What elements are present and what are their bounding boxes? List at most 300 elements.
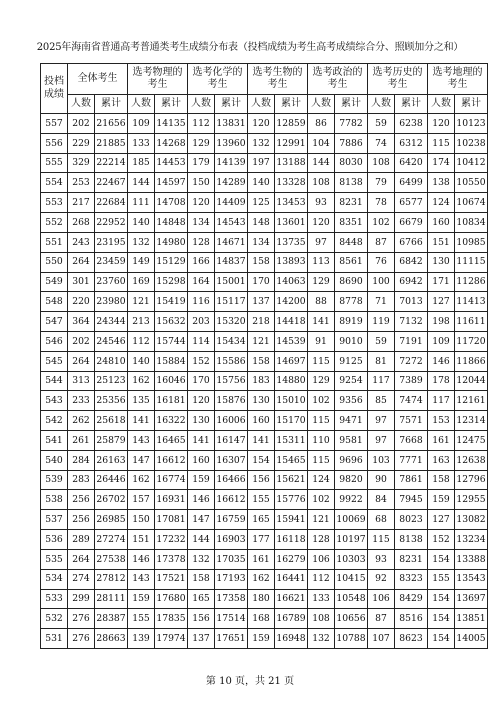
subheader-count: 人数 [128,95,155,114]
count-cell: 264 [68,252,95,272]
score-cell: 550 [41,252,68,272]
cumulative-cell: 25356 [95,391,128,411]
score-cell: 553 [41,193,68,213]
cumulative-cell: 13453 [275,193,308,213]
count-cell: 111 [128,193,155,213]
cumulative-cell: 14409 [215,193,248,213]
count-cell: 158 [248,351,275,371]
cumulative-cell: 8138 [335,173,368,193]
group-header-all: 全体考生 [68,64,128,95]
cumulative-cell: 7945 [395,490,428,510]
cumulative-cell: 14139 [215,153,248,173]
count-cell: 217 [68,193,95,213]
cumulative-cell: 7474 [395,391,428,411]
cumulative-cell: 15776 [275,490,308,510]
cumulative-cell: 14135 [155,114,188,134]
count-cell: 154 [428,609,455,629]
count-cell: 284 [68,450,95,470]
cumulative-cell: 12314 [455,411,488,431]
count-cell: 88 [308,292,335,312]
group-header-politics: 选考政治的考生 [308,64,368,95]
table-row [41,530,488,550]
cumulative-cell: 10069 [335,510,368,530]
count-cell: 243 [68,232,95,252]
group-header-physics: 选考物理的考生 [128,64,188,95]
count-cell: 92 [368,569,395,589]
count-cell: 158 [188,569,215,589]
count-cell: 163 [428,450,455,470]
count-cell: 108 [368,153,395,173]
cumulative-cell: 14200 [275,292,308,312]
count-cell: 112 [128,331,155,351]
cumulative-cell: 16181 [155,391,188,411]
cumulative-cell: 9125 [335,351,368,371]
count-cell: 165 [188,589,215,609]
cumulative-cell: 7861 [395,470,428,490]
cumulative-cell: 14453 [155,153,188,173]
cumulative-cell: 13831 [215,114,248,134]
cumulative-cell: 12044 [455,371,488,391]
subheader-count: 人数 [308,95,335,114]
count-cell: 138 [428,173,455,193]
cumulative-cell: 8448 [335,232,368,252]
count-cell: 220 [68,292,95,312]
count-cell: 150 [128,510,155,530]
cumulative-cell: 27812 [95,569,128,589]
count-cell: 74 [368,133,395,153]
count-cell: 103 [368,450,395,470]
cumulative-cell: 14418 [275,312,308,332]
cumulative-cell: 26163 [95,450,128,470]
count-cell: 155 [428,569,455,589]
count-cell: 91 [308,331,335,351]
cumulative-cell: 9356 [335,391,368,411]
cumulative-cell: 16147 [215,431,248,451]
cumulative-cell: 10674 [455,193,488,213]
score-column-header: 投档成绩 [41,64,68,114]
count-cell: 137 [188,629,215,649]
cumulative-cell: 13893 [275,252,308,272]
table-row [41,589,488,609]
count-cell: 180 [248,589,275,609]
cumulative-cell: 15621 [275,470,308,490]
cumulative-cell: 15311 [275,431,308,451]
cumulative-cell: 16948 [275,629,308,649]
cumulative-cell: 16466 [215,470,248,490]
count-cell: 140 [128,351,155,371]
cumulative-cell: 11720 [455,331,488,351]
count-cell: 149 [128,252,155,272]
cumulative-cell: 23980 [95,292,128,312]
count-cell: 148 [248,213,275,233]
subheader-cumulative: 累计 [275,95,308,114]
cumulative-cell: 15001 [215,272,248,292]
cumulative-cell: 16006 [215,411,248,431]
count-cell: 130 [428,252,455,272]
cumulative-cell: 7886 [335,133,368,153]
score-cell: 557 [41,114,68,134]
cumulative-cell: 10123 [455,114,488,134]
cumulative-cell: 13388 [455,549,488,569]
count-cell: 198 [428,312,455,332]
cumulative-cell: 9696 [335,450,368,470]
score-cell: 541 [41,431,68,451]
count-cell: 106 [308,549,335,569]
table-row [41,153,488,173]
cumulative-cell: 6766 [395,232,428,252]
cumulative-cell: 7389 [395,371,428,391]
cumulative-cell: 6312 [395,133,428,153]
score-cell: 544 [41,371,68,391]
cumulative-cell: 14880 [275,371,308,391]
cumulative-cell: 17035 [215,549,248,569]
page-title: 2025年海南省普通高考普通类考生成绩分布表（投档成绩为考生高考成绩综合分、照顾加分之和） [36,42,464,53]
count-cell: 168 [248,609,275,629]
count-cell: 127 [428,292,455,312]
cumulative-cell: 13188 [275,153,308,173]
count-cell: 162 [128,470,155,490]
score-cell: 537 [41,510,68,530]
count-cell: 124 [428,193,455,213]
count-cell: 154 [428,549,455,569]
count-cell: 107 [368,629,395,649]
cumulative-cell: 23459 [95,252,128,272]
cumulative-cell: 10834 [455,213,488,233]
count-cell: 229 [68,133,95,153]
table-row [41,391,488,411]
count-cell: 152 [428,530,455,550]
count-cell: 233 [68,391,95,411]
cumulative-cell: 21885 [95,133,128,153]
group-header-geography: 选考地理的考生 [428,64,488,95]
count-cell: 106 [368,589,395,609]
subheader-cumulative: 累计 [95,95,128,114]
cumulative-cell: 10548 [335,589,368,609]
table-row [41,569,488,589]
cumulative-cell: 14708 [155,193,188,213]
cumulative-cell: 26702 [95,490,128,510]
count-cell: 152 [188,351,215,371]
cumulative-cell: 16774 [155,470,188,490]
count-cell: 283 [68,470,95,490]
cumulative-cell: 26985 [95,510,128,530]
cumulative-cell: 22684 [95,193,128,213]
count-cell: 86 [308,114,335,134]
count-cell: 97 [308,232,335,252]
table-row [41,213,488,233]
count-cell: 132 [248,133,275,153]
table-row [41,609,488,629]
cumulative-cell: 17081 [155,510,188,530]
cumulative-cell: 9922 [335,490,368,510]
count-cell: 143 [128,569,155,589]
subheader-cumulative: 累计 [335,95,368,114]
count-cell: 274 [68,569,95,589]
cumulative-cell: 16279 [275,549,308,569]
group-header-chemistry: 选考化学的考生 [188,64,248,95]
count-cell: 289 [68,530,95,550]
cumulative-cell: 17378 [155,549,188,569]
cumulative-cell: 12991 [275,133,308,153]
count-cell: 154 [428,629,455,649]
cumulative-cell: 14063 [275,272,308,292]
cumulative-cell: 16118 [275,530,308,550]
count-cell: 256 [68,490,95,510]
count-cell: 166 [188,252,215,272]
count-cell: 119 [368,312,395,332]
score-cell: 542 [41,411,68,431]
cumulative-cell: 8778 [335,292,368,312]
count-cell: 140 [128,213,155,233]
cumulative-cell: 6942 [395,272,428,292]
count-cell: 71 [368,292,395,312]
score-cell: 555 [41,153,68,173]
cumulative-cell: 8030 [335,153,368,173]
count-cell: 153 [428,411,455,431]
count-cell: 157 [128,490,155,510]
cumulative-cell: 15632 [155,312,188,332]
table-row [41,431,488,451]
score-cell: 538 [41,490,68,510]
count-cell: 132 [308,629,335,649]
cumulative-cell: 27274 [95,530,128,550]
count-cell: 120 [428,114,455,134]
cumulative-cell: 14268 [155,133,188,153]
subheader-count: 人数 [68,95,95,114]
score-cell: 551 [41,232,68,252]
count-cell: 137 [248,292,275,312]
table-row [41,232,488,252]
cumulative-cell: 14543 [215,213,248,233]
count-cell: 170 [188,371,215,391]
table-row [41,411,488,431]
count-cell: 165 [248,510,275,530]
table-row [41,351,488,371]
count-cell: 97 [368,431,395,451]
score-cell: 556 [41,133,68,153]
cumulative-cell: 8231 [395,549,428,569]
cumulative-cell: 11115 [455,252,488,272]
cumulative-cell: 7013 [395,292,428,312]
count-cell: 150 [188,173,215,193]
cumulative-cell: 8023 [395,510,428,530]
cumulative-cell: 25618 [95,411,128,431]
count-cell: 139 [128,629,155,649]
score-cell: 552 [41,213,68,233]
count-cell: 121 [248,331,275,351]
count-cell: 171 [428,272,455,292]
count-cell: 112 [188,114,215,134]
cumulative-cell: 8323 [395,569,428,589]
count-cell: 112 [308,569,335,589]
cumulative-cell: 10550 [455,173,488,193]
count-cell: 76 [368,252,395,272]
cumulative-cell: 12161 [455,391,488,411]
count-cell: 160 [248,411,275,431]
score-distribution-table [40,63,488,649]
cumulative-cell: 28111 [95,589,128,609]
cumulative-cell: 23195 [95,232,128,252]
count-cell: 159 [128,589,155,609]
table-row [41,133,488,153]
count-cell: 146 [188,490,215,510]
count-cell: 121 [128,292,155,312]
count-cell: 147 [128,450,155,470]
subheader-cumulative: 累计 [155,95,188,114]
cumulative-cell: 15117 [215,292,248,312]
count-cell: 141 [128,411,155,431]
score-cell: 549 [41,272,68,292]
count-cell: 264 [68,549,95,569]
count-cell: 261 [68,431,95,451]
cumulative-cell: 16441 [275,569,308,589]
table-row [41,629,488,649]
count-cell: 164 [188,272,215,292]
table-row [41,371,488,391]
cumulative-cell: 16903 [215,530,248,550]
cumulative-cell: 11611 [455,312,488,332]
cumulative-cell: 16465 [155,431,188,451]
subheader-cumulative: 累计 [395,95,428,114]
cumulative-cell: 12859 [275,114,308,134]
count-cell: 115 [368,530,395,550]
table-row [41,510,488,530]
cumulative-cell: 22952 [95,213,128,233]
table-row [41,450,488,470]
cumulative-cell: 9820 [335,470,368,490]
count-cell: 93 [308,193,335,213]
count-cell: 132 [188,549,215,569]
cumulative-cell: 16307 [215,450,248,470]
cumulative-cell: 16612 [155,450,188,470]
subheader-cumulative: 累计 [455,95,488,114]
count-cell: 155 [128,609,155,629]
count-cell: 169 [128,272,155,292]
cumulative-cell: 6842 [395,252,428,272]
cumulative-cell: 14697 [275,351,308,371]
count-cell: 79 [368,173,395,193]
cumulative-cell: 9010 [335,331,368,351]
count-cell: 125 [248,193,275,213]
count-cell: 262 [68,411,95,431]
count-cell: 158 [428,470,455,490]
count-cell: 93 [368,549,395,569]
cumulative-cell: 15170 [275,411,308,431]
count-cell: 120 [188,391,215,411]
count-cell: 154 [428,589,455,609]
count-cell: 329 [68,153,95,173]
count-cell: 134 [188,213,215,233]
cumulative-cell: 17358 [215,589,248,609]
count-cell: 102 [308,490,335,510]
cumulative-cell: 26446 [95,470,128,490]
cumulative-cell: 8351 [335,213,368,233]
count-cell: 155 [248,490,275,510]
cumulative-cell: 10412 [455,153,488,173]
cumulative-cell: 22467 [95,173,128,193]
score-cell: 535 [41,549,68,569]
score-cell: 546 [41,331,68,351]
count-cell: 116 [188,292,215,312]
count-cell: 160 [188,450,215,470]
cumulative-cell: 17835 [155,609,188,629]
cumulative-cell: 28387 [95,609,128,629]
cumulative-cell: 13601 [275,213,308,233]
subheader-count: 人数 [368,95,395,114]
cumulative-cell: 7132 [395,312,428,332]
subheader-count: 人数 [188,95,215,114]
count-cell: 134 [248,232,275,252]
count-cell: 213 [128,312,155,332]
count-cell: 132 [128,232,155,252]
count-cell: 133 [308,589,335,609]
count-cell: 364 [68,312,95,332]
cumulative-cell: 14837 [215,252,248,272]
table-row [41,252,488,272]
count-cell: 129 [308,272,335,292]
cumulative-cell: 10985 [455,232,488,252]
score-cell: 540 [41,450,68,470]
cumulative-cell: 15434 [215,331,248,351]
table-row [41,292,488,312]
cumulative-cell: 12638 [455,450,488,470]
cumulative-cell: 15298 [155,272,188,292]
cumulative-cell: 10238 [455,133,488,153]
cumulative-cell: 17193 [215,569,248,589]
count-cell: 115 [308,411,335,431]
score-cell: 539 [41,470,68,490]
cumulative-cell: 13697 [455,589,488,609]
count-cell: 128 [308,530,335,550]
count-cell: 108 [308,609,335,629]
table-row [41,312,488,332]
cumulative-cell: 9581 [335,431,368,451]
cumulative-cell: 8690 [335,272,368,292]
count-cell: 108 [308,173,335,193]
count-cell: 130 [248,391,275,411]
count-cell: 128 [188,232,215,252]
count-cell: 102 [308,391,335,411]
cumulative-cell: 24546 [95,331,128,351]
subheader-count: 人数 [428,95,455,114]
cumulative-cell: 9254 [335,371,368,391]
count-cell: 100 [368,272,395,292]
count-cell: 162 [128,371,155,391]
count-cell: 117 [428,391,455,411]
cumulative-cell: 10303 [335,549,368,569]
count-cell: 264 [68,351,95,371]
cumulative-cell: 15465 [275,450,308,470]
count-cell: 301 [68,272,95,292]
count-cell: 154 [248,450,275,470]
table-row [41,331,488,351]
count-cell: 159 [428,490,455,510]
count-cell: 197 [248,153,275,173]
score-cell: 545 [41,351,68,371]
cumulative-cell: 16621 [275,589,308,609]
table-row [41,272,488,292]
count-cell: 85 [368,391,395,411]
cumulative-cell: 15320 [215,312,248,332]
cumulative-cell: 15744 [155,331,188,351]
count-cell: 253 [68,173,95,193]
count-cell: 151 [128,530,155,550]
count-cell: 313 [68,371,95,391]
count-cell: 144 [128,173,155,193]
count-cell: 109 [428,331,455,351]
count-cell: 268 [68,213,95,233]
score-cell: 531 [41,629,68,649]
